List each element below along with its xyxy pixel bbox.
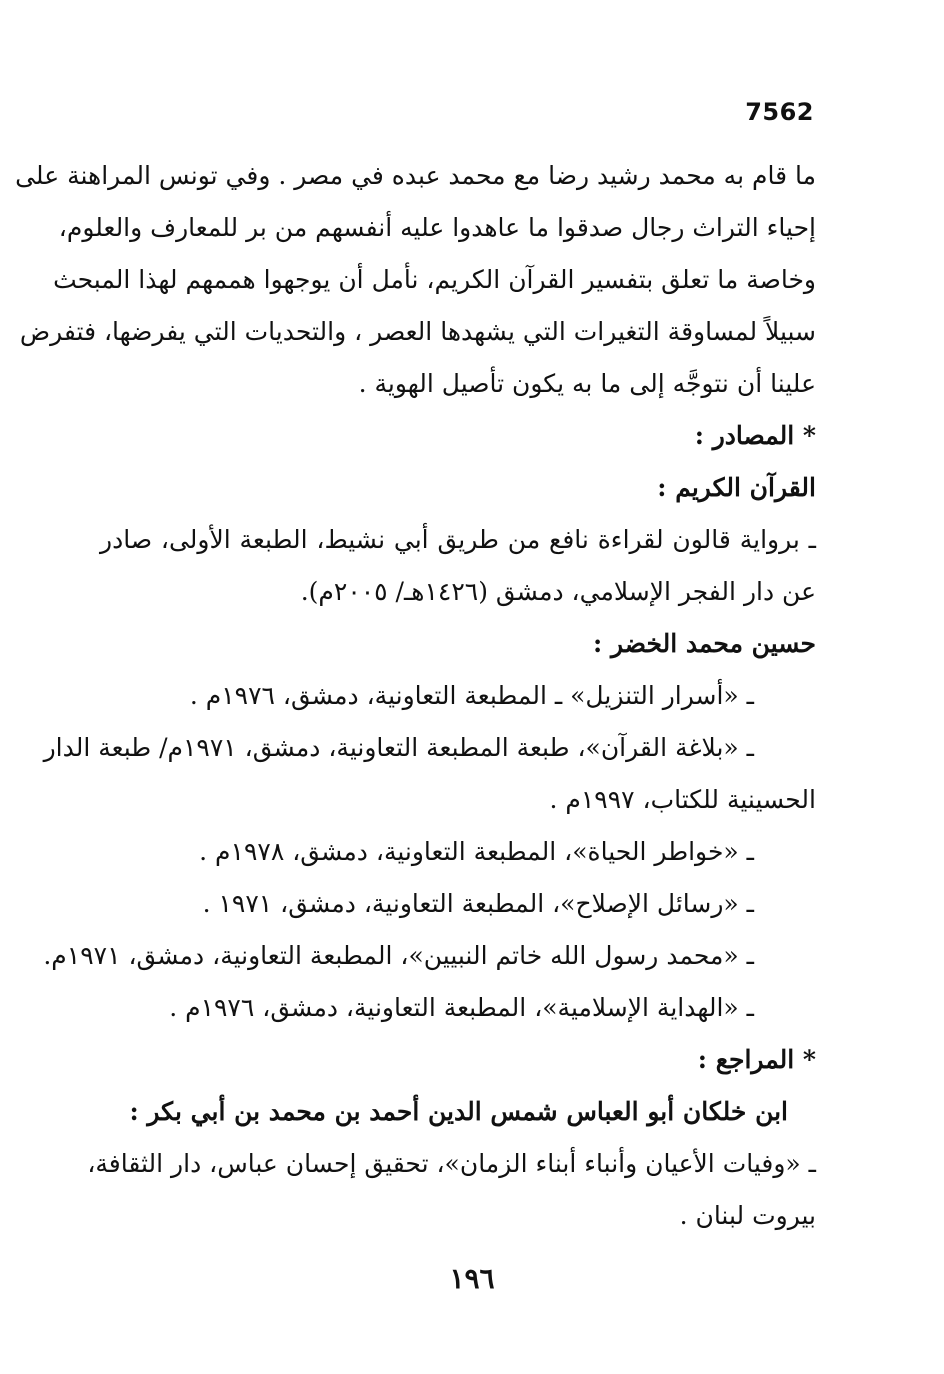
reference-author-heading: ابن خلكان أبو العباس شمس الدين أحمد بن محمد بن أبي بكر : — [129, 1097, 788, 1126]
page-body — [15, 150, 816, 1242]
quran-entry-line: ـ برواية قالون لقراءة نافع من طريق أبي نشيط، الطبعة الأولى، صادر — [100, 525, 816, 554]
paragraph-line: سبيلاً لمساوقة التغيرات التي يشهدها العصر ، والتحديات التي يفرضها، فتفرض — [19, 317, 816, 346]
source-entry: ـ «رسائل الإصلاح»، المطبعة التعاونية، دمشق، ١٩٧١ . — [202, 889, 754, 918]
page-number: ١٩٦ — [449, 1262, 495, 1295]
source-entry: ـ «خواطر الحياة»، المطبعة التعاونية، دمشق، ١٩٧٨م . — [199, 837, 754, 866]
paragraph-line: وخاصة ما تعلق بتفسير القرآن الكريم، نأمل أن يوجهوا هممهم لهذا المبحث — [53, 265, 816, 294]
source-entry: ـ «بلاغة القرآن»، طبعة المطبعة التعاونية، دمشق، ١٩٧١م/ طبعة الدار — [43, 733, 754, 762]
sources-section — [43, 410, 816, 1034]
quran-heading: القرآن الكريم : — [657, 473, 816, 502]
reference-entry-line: بيروت لبنان . — [679, 1201, 816, 1230]
references-heading: * المراجع : — [697, 1045, 816, 1074]
references-section — [87, 1034, 816, 1242]
paragraph-line: إحياء التراث رجال صدقوا ما عاهدوا عليه أنفسهم من بر للمعارف والعلوم، — [58, 213, 816, 242]
quran-entry-line: عن دار الفجر الإسلامي، دمشق (١٤٢٦هـ/ ٢٠٠٥م). — [300, 577, 816, 606]
source-entry: ـ «أسرار التنزيل» ـ المطبعة التعاونية، دمشق، ١٩٧٦م . — [189, 681, 754, 710]
author-heading: حسين محمد الخضر : — [593, 629, 816, 658]
source-entry: ـ «محمد رسول الله خاتم النبيين»، المطبعة التعاونية، دمشق، ١٩٧١م. — [43, 941, 754, 970]
paragraph-line: ما قام به محمد رشيد رضا مع محمد عبده في مصر . وفي تونس المراهنة على — [15, 161, 816, 190]
sources-heading: * المصادر : — [694, 421, 816, 450]
source-entry-continued: الحسينية للكتاب، ١٩٩٧م . — [549, 785, 816, 814]
source-entry: ـ «الهداية الإسلامية»، المطبعة التعاونية، دمشق، ١٩٧٦م . — [169, 993, 754, 1022]
paragraph-line: علينا أن نتوجَّه إلى ما به يكون تأصيل الهوية . — [358, 369, 816, 398]
reference-entry-line: ـ «وفيات الأعيان وأنباء أبناء الزمان»، تحقيق إحسان عباس، دار الثقافة، — [87, 1149, 816, 1178]
page-id: 7562 — [745, 98, 814, 126]
intro-paragraph — [15, 150, 816, 410]
